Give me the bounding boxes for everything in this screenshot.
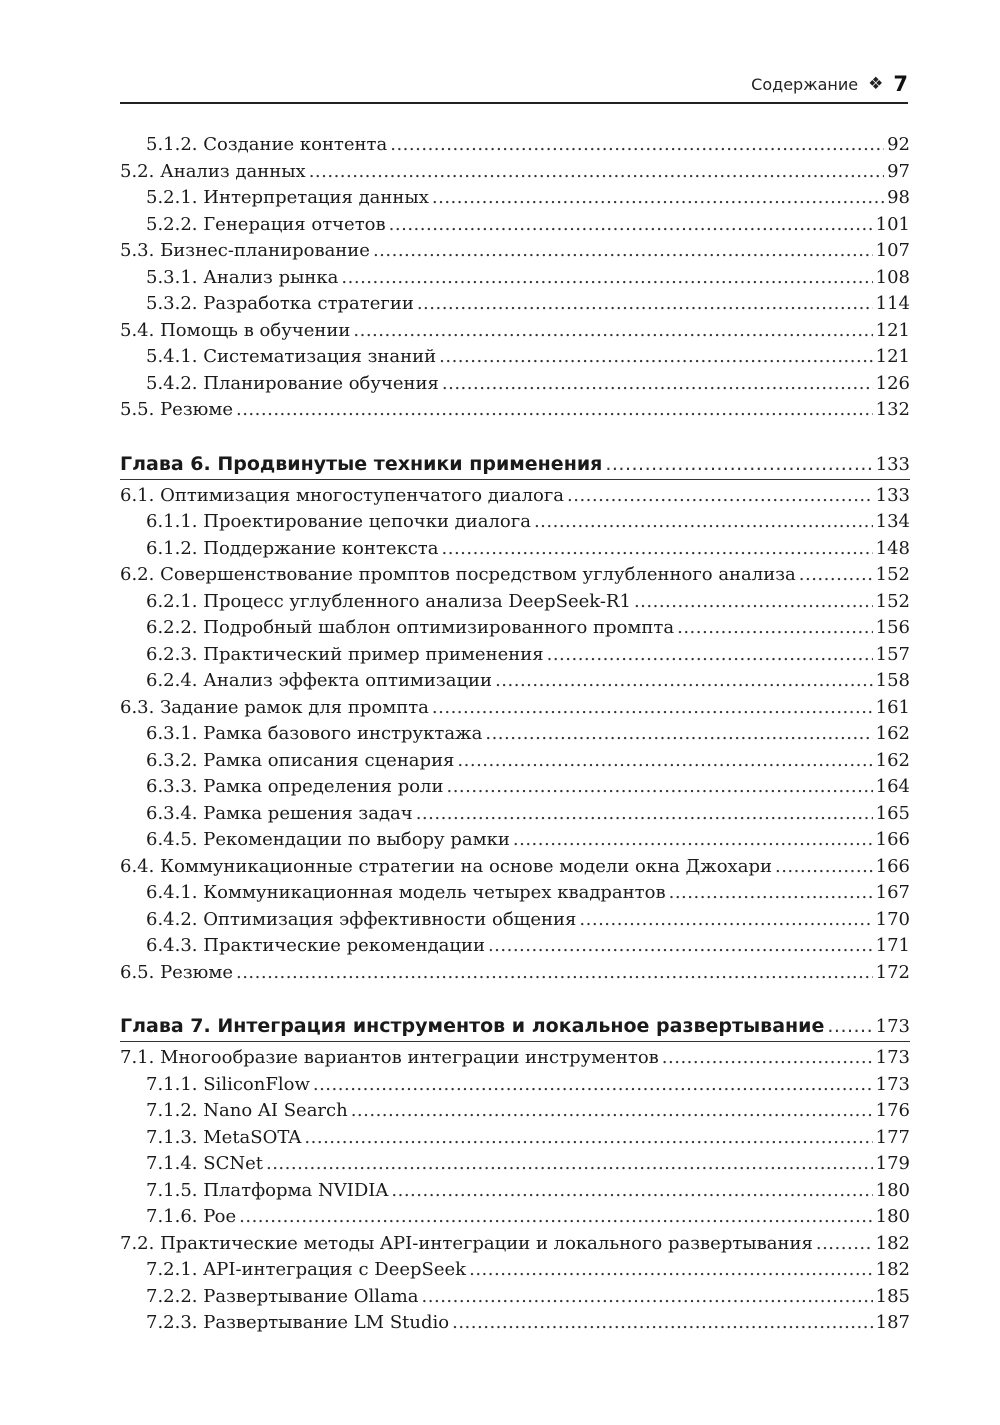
toc-section — [120, 483, 910, 510]
dot-leader — [827, 1011, 872, 1041]
toc-title: 6.2. Совершенствование промптов посредством углубленного анализа — [120, 564, 796, 585]
toc-title: 6.4.5. Рекомендации по выбору рамки — [146, 829, 510, 850]
toc-subsection — [120, 265, 910, 292]
toc-section — [120, 159, 910, 186]
toc-title: 6.4. Коммуникационные стратегии на основе модели окна Джохари — [120, 855, 772, 877]
dot-leader — [439, 344, 873, 371]
toc-title: 6.3. Задание рамок для промпта — [120, 696, 429, 718]
toc-subsection — [120, 721, 910, 748]
toc-page-number: 98 — [887, 187, 910, 208]
toc-page-number: 164 — [875, 776, 910, 797]
toc-subsection — [120, 1098, 910, 1125]
toc-page-number: 152 — [875, 590, 910, 612]
toc-section — [120, 1231, 910, 1258]
dot-leader — [432, 185, 884, 212]
toc-section — [120, 960, 910, 987]
toc-page-number: 180 — [875, 1179, 910, 1201]
toc-page-number: 170 — [875, 908, 910, 930]
dot-leader — [309, 159, 884, 186]
toc-title: 5.2.1. Интерпретация данных — [146, 187, 429, 208]
toc-title: 5.1.2. Создание контента — [146, 134, 388, 155]
toc-title: 5.3. Бизнес-планирование — [120, 240, 370, 261]
toc-title: Глава 6. Продвинутые техники применения — [120, 452, 603, 475]
toc-page-number: 182 — [875, 1259, 910, 1280]
toc-subsection — [120, 291, 910, 318]
ornament-icon: ❖ — [868, 74, 884, 94]
toc-title: 6.3.4. Рамка решения задач — [146, 802, 413, 824]
dot-leader — [236, 960, 873, 987]
dot-leader — [266, 1151, 873, 1178]
toc-title: 7.1.3. MetaSOTA — [146, 1126, 302, 1148]
toc-subsection — [120, 1072, 910, 1099]
toc-subsection — [120, 880, 910, 907]
dot-leader — [495, 668, 873, 695]
toc-subsection — [120, 212, 910, 239]
toc-title: 6.5. Резюме — [120, 961, 233, 983]
toc-page-number: 121 — [875, 319, 910, 341]
toc-page-number: 176 — [875, 1100, 910, 1121]
toc-title: 5.4.2. Планирование обучения — [146, 372, 439, 394]
toc-section — [120, 695, 910, 722]
dot-leader — [446, 774, 872, 801]
dot-leader — [341, 265, 872, 292]
toc-title: 5.4.1. Систематизация знаний — [146, 346, 437, 367]
dot-leader — [799, 562, 873, 589]
toc-page-number: 158 — [875, 670, 910, 691]
toc-subsection — [120, 827, 910, 854]
toc-subsection — [120, 344, 910, 371]
dot-leader — [442, 536, 873, 563]
toc-title: 6.2.4. Анализ эффекта оптимизации — [146, 670, 493, 691]
toc-page-number: 92 — [887, 134, 910, 155]
toc-title: 5.3.1. Анализ рынка — [146, 266, 339, 288]
toc-title: 5.3.2. Разработка стратегии — [146, 293, 414, 314]
toc-subsection — [120, 774, 910, 801]
toc-title: 6.4.1. Коммуникационная модель четырех квадрантов — [146, 882, 666, 903]
dot-leader — [239, 1204, 873, 1231]
toc-title: 7.1.4. SCNet — [146, 1153, 263, 1174]
toc-title: 7.1.5. Платформа NVIDIA — [146, 1179, 389, 1201]
toc-title: 6.1. Оптимизация многоступенчатого диалога — [120, 484, 565, 506]
toc-subsection — [120, 1204, 910, 1231]
toc-subsection — [120, 1284, 910, 1311]
dot-leader — [567, 483, 873, 510]
dot-leader — [485, 721, 872, 748]
dot-leader — [304, 1125, 872, 1152]
toc-chapter — [120, 449, 910, 480]
toc-page-number: 165 — [875, 802, 910, 824]
toc-page-number: 132 — [875, 399, 910, 420]
dot-leader — [389, 212, 873, 239]
toc-page-number: 166 — [875, 855, 910, 877]
toc-title: 7.1. Многообразие вариантов интеграции инструментов — [120, 1047, 659, 1068]
toc-title: 7.2.1. API-интеграция с DeepSeek — [146, 1259, 467, 1280]
dot-leader — [677, 615, 873, 642]
dot-leader — [432, 695, 873, 722]
page-number: 7 — [893, 72, 908, 96]
toc-page-number: 133 — [875, 484, 910, 506]
dot-leader — [669, 880, 873, 907]
toc-page-number: 173 — [875, 1016, 910, 1037]
toc-page-number: 167 — [875, 882, 910, 903]
toc-subsection — [120, 933, 910, 960]
toc-subsection — [120, 132, 910, 159]
toc-page-number: 173 — [875, 1047, 910, 1068]
dot-leader — [775, 854, 873, 881]
toc-title: 6.2.1. Процесс углубленного анализа DeepSeek-R1 — [146, 590, 631, 612]
toc-title: 6.4.3. Практические рекомендации — [146, 935, 485, 956]
dot-leader — [353, 318, 872, 345]
dot-leader — [488, 933, 873, 960]
toc-page-number: 172 — [875, 961, 910, 983]
toc-section — [120, 397, 910, 424]
toc-title: 5.2.2. Генерация отчетов — [146, 213, 386, 235]
dot-leader — [373, 238, 873, 265]
toc-subsection — [120, 1257, 910, 1284]
dot-leader — [534, 509, 873, 536]
toc-page-number: 185 — [875, 1285, 910, 1307]
toc-title: 7.1.2. Nano AI Search — [146, 1100, 348, 1121]
toc-section — [120, 562, 910, 589]
toc-title: 5.5. Резюме — [120, 399, 233, 420]
header-inner — [751, 72, 908, 96]
dot-leader — [390, 132, 884, 159]
toc-subsection — [120, 185, 910, 212]
dot-leader — [416, 801, 873, 828]
toc-title: 6.3.2. Рамка описания сценария — [146, 749, 455, 771]
toc-subsection — [120, 1125, 910, 1152]
toc-subsection — [120, 536, 910, 563]
table-of-contents — [120, 132, 910, 1337]
dot-leader — [816, 1231, 873, 1258]
toc-subsection — [120, 668, 910, 695]
toc-subsection — [120, 1178, 910, 1205]
toc-page-number: 108 — [875, 266, 910, 288]
toc-subsection — [120, 801, 910, 828]
toc-title: 6.2.3. Практический пример применения — [146, 643, 544, 665]
toc-chapter — [120, 1011, 910, 1042]
running-header — [120, 70, 908, 104]
dot-leader — [457, 748, 872, 775]
toc-subsection — [120, 371, 910, 398]
toc-page-number: 177 — [875, 1126, 910, 1148]
toc-page-number: 173 — [875, 1073, 910, 1095]
toc-subsection — [120, 1310, 910, 1337]
toc-page-number: 114 — [875, 293, 910, 314]
dot-leader — [605, 449, 872, 479]
toc-page-number: 152 — [875, 564, 910, 585]
toc-subsection — [120, 907, 910, 934]
dot-leader — [422, 1284, 873, 1311]
toc-title: 6.4.2. Оптимизация эффективности общения — [146, 908, 577, 930]
dot-leader — [513, 827, 873, 854]
dot-leader — [391, 1178, 872, 1205]
toc-page-number: 166 — [875, 829, 910, 850]
toc-page-number: 133 — [875, 453, 910, 475]
toc-page-number: 162 — [875, 749, 910, 771]
toc-title: 7.2. Практические методы API-интеграции и локального развертывания — [120, 1232, 813, 1254]
toc-page-number: 162 — [875, 723, 910, 744]
toc-subsection — [120, 642, 910, 669]
toc-section — [120, 238, 910, 265]
dot-leader — [579, 907, 872, 934]
toc-page-number: 156 — [875, 617, 910, 638]
toc-page-number: 148 — [875, 537, 910, 559]
dot-leader — [442, 371, 873, 398]
toc-subsection — [120, 1151, 910, 1178]
toc-section — [120, 318, 910, 345]
dot-leader — [351, 1098, 873, 1125]
toc-title: 7.2.2. Развертывание Ollama — [146, 1285, 419, 1307]
toc-subsection — [120, 748, 910, 775]
toc-section — [120, 854, 910, 881]
toc-subsection — [120, 615, 910, 642]
dot-leader — [469, 1257, 873, 1284]
toc-page-number: 171 — [875, 935, 910, 956]
dot-leader — [662, 1045, 873, 1072]
dot-leader — [313, 1072, 873, 1099]
toc-title: 7.1.6. Poe — [146, 1206, 237, 1227]
toc-title: 5.2. Анализ данных — [120, 160, 306, 182]
toc-title: 6.1.2. Поддержание контекста — [146, 537, 439, 559]
toc-title: 6.2.2. Подробный шаблон оптимизированного промпта — [146, 617, 675, 638]
dot-leader — [236, 397, 873, 424]
toc-title: 6.1.1. Проектирование цепочки диалога — [146, 511, 531, 532]
toc-page-number: 101 — [875, 213, 910, 235]
toc-page-number: 126 — [875, 372, 910, 394]
toc-page-number: 180 — [875, 1206, 910, 1227]
toc-page-number: 161 — [875, 696, 910, 718]
toc-page-number: 134 — [875, 511, 910, 532]
toc-page-number: 179 — [875, 1153, 910, 1174]
toc-page-number: 107 — [875, 240, 910, 261]
toc-title: 6.3.1. Рамка базового инструктажа — [146, 723, 483, 744]
toc-page-number: 157 — [875, 643, 910, 665]
toc-subsection — [120, 509, 910, 536]
toc-title: 7.1.1. SiliconFlow — [146, 1073, 310, 1095]
toc-title: Глава 7. Интеграция инструментов и локальное развертывание — [120, 1015, 825, 1037]
toc-section — [120, 1045, 910, 1072]
toc-subsection — [120, 589, 910, 616]
dot-leader — [417, 291, 873, 318]
toc-page-number: 187 — [875, 1312, 910, 1333]
header-title: Содержание — [751, 74, 859, 94]
toc-page-number: 121 — [875, 346, 910, 367]
dot-leader — [547, 642, 873, 669]
toc-title: 7.2.3. Развертывание LM Studio — [146, 1312, 450, 1333]
toc-title: 5.4. Помощь в обучении — [120, 319, 351, 341]
toc-title: 6.3.3. Рамка определения роли — [146, 776, 444, 797]
toc-page-number: 182 — [875, 1232, 910, 1254]
toc-page-number: 97 — [887, 160, 910, 182]
dot-leader — [634, 589, 873, 616]
dot-leader — [452, 1310, 873, 1337]
